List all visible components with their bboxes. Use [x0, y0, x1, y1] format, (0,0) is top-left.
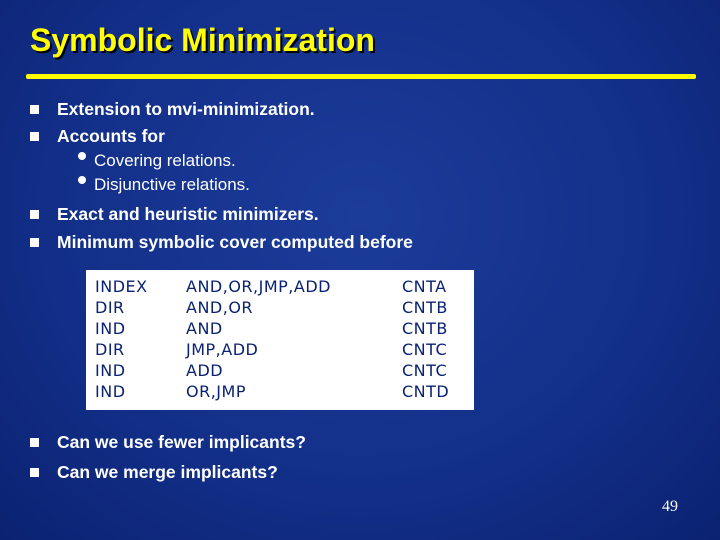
table-cell: CNTD: [402, 382, 450, 401]
title-underline: [26, 74, 696, 79]
square-bullet-icon: [30, 210, 39, 219]
bullet-text: Can we merge implicants?: [57, 461, 278, 482]
table-cell: IND: [95, 382, 126, 401]
table-cell: ADD: [186, 361, 224, 380]
bullet-text: Exact and heuristic minimizers.: [57, 203, 319, 224]
bullet-item: [30, 228, 413, 256]
page-number: 49: [662, 498, 678, 515]
square-bullet-icon: [30, 105, 39, 114]
table-cell: OR,JMP: [186, 382, 246, 401]
table-cell: DIR: [95, 340, 125, 359]
table-cell: IND: [95, 361, 126, 380]
square-bullet-icon: [30, 238, 39, 247]
bullet-item: [30, 458, 278, 486]
table-cell: CNTC: [402, 361, 448, 380]
sub-bullet-item: [78, 149, 236, 173]
square-bullet-icon: [30, 468, 39, 477]
table-cell: AND: [186, 319, 223, 338]
bullet-item: [30, 122, 165, 150]
cover-table: [95, 276, 449, 402]
bullet-text: Accounts for: [57, 125, 165, 146]
sub-bullet-item: [78, 173, 250, 197]
bullet-item: [30, 200, 319, 228]
square-bullet-icon: [30, 438, 39, 447]
square-bullet-icon: [30, 132, 39, 141]
table-row: [95, 360, 449, 381]
table-cell: INDEX: [95, 277, 148, 296]
bullet-text: Can we use fewer implicants?: [57, 431, 306, 452]
table-cell: DIR: [95, 298, 125, 317]
bullet-item: [30, 428, 306, 456]
round-bullet-icon: [78, 152, 86, 160]
bullet-text: Minimum symbolic cover computed before: [57, 231, 413, 252]
table-row: [95, 339, 449, 360]
table-cell: AND,OR,JMP,ADD: [186, 277, 331, 296]
table-row: [95, 297, 449, 318]
table-cell: IND: [95, 319, 126, 338]
table-row: [95, 318, 449, 339]
table-cell: CNTB: [402, 298, 448, 317]
bullet-text: Extension to mvi-minimization.: [57, 98, 315, 119]
round-bullet-icon: [78, 176, 86, 184]
table-cell: CNTA: [402, 277, 447, 296]
table-cell: JMP,ADD: [186, 340, 259, 359]
table-cell: CNTB: [402, 319, 448, 338]
table-row: [95, 381, 449, 402]
table-cell: AND,OR: [186, 298, 254, 317]
sub-bullet-text: Covering relations.: [94, 151, 236, 170]
sub-bullet-text: Disjunctive relations.: [94, 175, 250, 194]
table-row: [95, 276, 449, 297]
bullet-item: [30, 95, 315, 123]
table-cell: CNTC: [402, 340, 448, 359]
slide-title: Symbolic Minimization: [30, 22, 375, 58]
symbolic-cover-table: [86, 270, 474, 410]
